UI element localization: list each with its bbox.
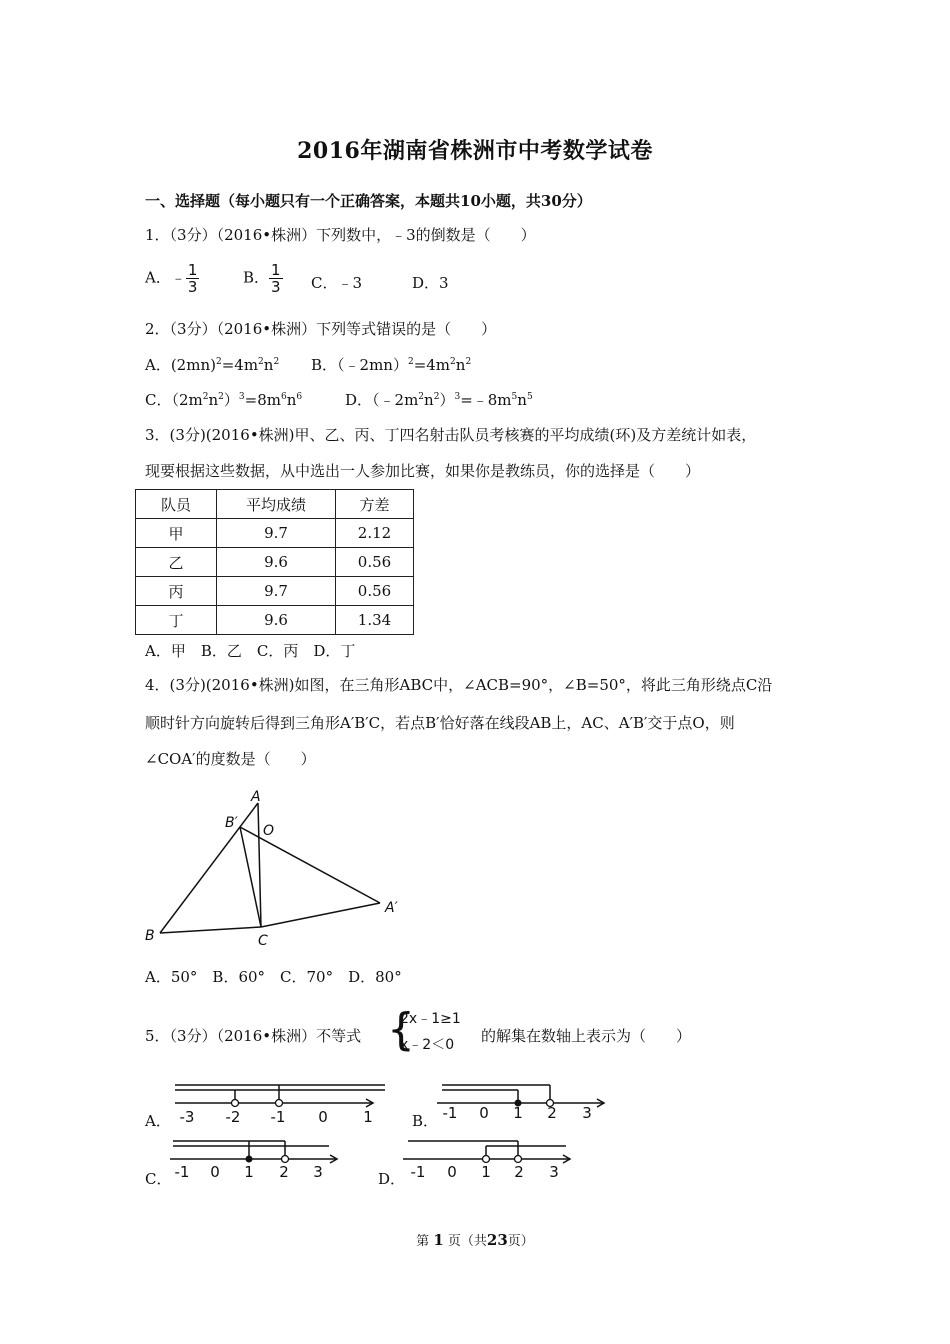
tick-label: -1: [410, 1163, 426, 1181]
table-cell: 2.12: [336, 519, 414, 548]
segment-b-prime-a-prime: [240, 827, 380, 903]
q3-options[interactable]: A．甲 B．乙 C．丙 D．丁: [145, 642, 356, 660]
table-header-cell: 方差: [336, 490, 414, 519]
table-cell: 9.6: [217, 606, 336, 635]
q1-stem: 1．（3分）（2016•株洲）下列数中，﹣3的倒数是（ ）: [145, 226, 536, 244]
table-cell: 9.6: [217, 548, 336, 577]
q1-option-b-fraction: $\frac{1}{3}$: [271, 261, 281, 296]
q5-option-b-label[interactable]: B．: [412, 1112, 439, 1130]
tick-label: 0: [447, 1163, 457, 1181]
tick-label: 0: [479, 1104, 489, 1122]
table-cell: 0.56: [336, 577, 414, 606]
tick-label: 1: [481, 1163, 491, 1181]
tick-label: -3: [179, 1108, 195, 1126]
table-cell: 0.56: [336, 548, 414, 577]
tick-label: 0: [318, 1108, 328, 1126]
tick-label: 1: [513, 1104, 523, 1122]
tick-label: 2: [279, 1163, 289, 1181]
system-brace-icon: {: [387, 1004, 415, 1055]
tick-label: -2: [225, 1108, 241, 1126]
table-cell: 丁: [136, 606, 217, 635]
tick-label: 2: [514, 1163, 524, 1181]
section-heading: 一、选择题（每小题只有一个正确答案，本题共10小题，共30分）: [145, 192, 592, 210]
q1-option-a[interactable]: A．﹣ $\frac{1}{3}$: [145, 261, 198, 296]
table-cell: 9.7: [217, 577, 336, 606]
tick-label: 2: [547, 1104, 557, 1122]
table-header-cell: 平均成绩: [217, 490, 336, 519]
label-b: B: [145, 928, 155, 944]
label-a: A: [251, 789, 261, 805]
tick-label: 3: [313, 1163, 323, 1181]
q4-stem-line3: ∠COA′的度数是（ ）: [145, 750, 316, 768]
tick-label: 3: [549, 1163, 559, 1181]
segment-ac: [258, 803, 261, 927]
label-c: C: [258, 933, 268, 949]
inequality-2: x﹣2＜0: [400, 1037, 455, 1053]
label-o: O: [263, 823, 275, 839]
q4-triangle-figure: [135, 785, 415, 955]
inequality-system: [400, 1006, 461, 1058]
tick-label: 1: [244, 1163, 254, 1181]
tick-label: -1: [270, 1108, 286, 1126]
table-row: [136, 548, 414, 577]
q5-option-c-label[interactable]: C．: [145, 1170, 172, 1188]
segment-bc: [160, 927, 261, 933]
segment-a-prime-c: [261, 903, 380, 927]
tick-label: 3: [582, 1104, 592, 1122]
table-row: [136, 519, 414, 548]
table-cell: 1.34: [336, 606, 414, 635]
q1-option-a-fraction: $\frac{1}{3}$: [187, 261, 198, 296]
page-footer: 第 1 页（共23页）: [416, 1231, 534, 1249]
q4-options[interactable]: A．50° B．60° C．70° D．80°: [145, 968, 402, 986]
tick-label: 0: [210, 1163, 220, 1181]
q2-option-d[interactable]: D．$(﹣2m^2n^2)^3=﹣8m^5n^5$: [345, 391, 533, 409]
page-title: 2016年湖南省株洲市中考数学试卷: [297, 138, 653, 164]
q1-option-d[interactable]: D．3: [412, 274, 449, 292]
table-cell: 乙: [136, 548, 217, 577]
tick-label: -1: [174, 1163, 190, 1181]
q5-stem-pre: 5．（3分）（2016•株洲）不等式: [145, 1027, 362, 1045]
segment-b-prime-c: [240, 827, 261, 927]
q5-option-b-number-line[interactable]: [432, 1078, 612, 1128]
label-b-prime: B′: [225, 815, 238, 831]
q5-option-a-number-line[interactable]: [165, 1078, 385, 1128]
q5-option-d-label[interactable]: D．: [378, 1170, 406, 1188]
table-cell: 9.7: [217, 519, 336, 548]
table-cell: 丙: [136, 577, 217, 606]
q1-option-c[interactable]: C．﹣3: [311, 274, 363, 292]
table-header-row: [136, 490, 414, 519]
q3-stem-line2: 现要根据这些数据，从中选出一人参加比赛，如果你是教练员，你的选择是（ ）: [145, 462, 701, 480]
q5-stem-post: 的解集在数轴上表示为（ ）: [481, 1027, 692, 1045]
q3-score-table: [135, 489, 414, 635]
q4-stem-line2: 顺时针方向旋转后得到三角形A′B′C，若点B′恰好落在线段AB上，AC、A′B′交于点O，则: [145, 714, 735, 732]
q2-option-b[interactable]: B．$(﹣2mn)^2=4m^2n^2$: [311, 356, 472, 374]
q1-option-b[interactable]: B． $\frac{1}{3}$: [243, 261, 281, 296]
q2-option-a[interactable]: A．$(2mn)^2=4m^2n^2$: [145, 356, 280, 374]
inequality-1: 2x﹣1≥1: [400, 1011, 461, 1027]
table-cell: 甲: [136, 519, 217, 548]
table-row: [136, 577, 414, 606]
q5-option-c-number-line[interactable]: [165, 1134, 345, 1184]
table-row: [136, 606, 414, 635]
tick-label: 1: [363, 1108, 373, 1126]
q5-option-d-number-line[interactable]: [398, 1134, 578, 1184]
total-pages: 23: [486, 1231, 508, 1249]
q5-option-a-label[interactable]: A．: [145, 1112, 171, 1130]
label-a-prime: A′: [385, 900, 398, 916]
q4-stem-line1: 4．(3分)(2016•株洲)如图，在三角形ABC中，∠ACB=90°，∠B=50°，将此三角形绕点C沿: [145, 676, 773, 694]
q2-stem: 2．（3分）（2016•株洲）下列等式错误的是（ ）: [145, 320, 497, 338]
q2-option-c[interactable]: C．$(2m^2n^2)^3=8m^6n^6$: [145, 391, 303, 409]
current-page-number: 1: [433, 1231, 444, 1249]
table-header-cell: 队员: [136, 490, 217, 519]
tick-label: -1: [442, 1104, 458, 1122]
segment-ab: [160, 803, 258, 933]
q3-stem-line1: 3．(3分)(2016•株洲)甲、乙、丙、丁四名射击队员考核赛的平均成绩(环)及方差统计如表，: [145, 426, 757, 444]
